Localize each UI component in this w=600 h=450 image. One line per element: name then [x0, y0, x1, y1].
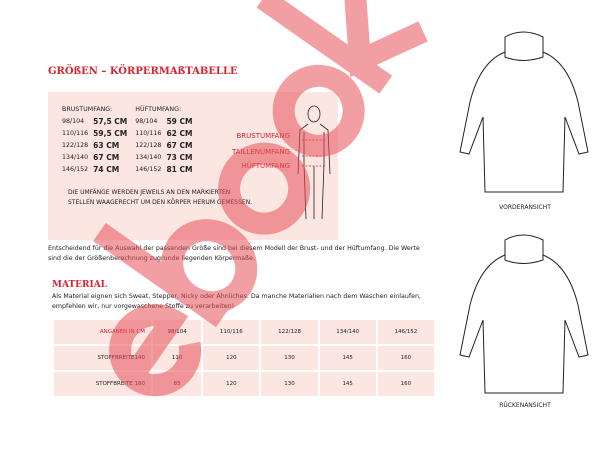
measure-cell: 59 CM — [166, 117, 193, 126]
size-header: 110/116 — [203, 320, 259, 344]
measure-row — [62, 164, 200, 176]
huefte-header: HÜFTUMFANG: — [135, 106, 182, 113]
value-cell: 130 — [261, 372, 317, 396]
value-cell: 130 — [261, 346, 317, 370]
measure-cell: 122/128 — [62, 142, 89, 149]
measure-cell: 146/152 — [135, 166, 162, 173]
measure-cell: 110/116 — [135, 130, 162, 137]
measure-cell: 73 CM — [166, 153, 193, 162]
measure-cell: 98/104 — [135, 118, 158, 125]
value-cell: 120 — [203, 372, 259, 396]
measure-note: DIE UMFÄNGE WERDEN JEWEILS AN DEN MARKIERTEN STELLEN WAAGERECHT UM DEN KÖRPER HERUM GEMESSEN. — [68, 189, 253, 206]
size-paragraph: Entscheidend für die Auswahl der passenden Größe sind bei diesem Modell der Brust- und der Hüftumfang. Die Werte sind die der Größenberechnung zugrunde liegenden Körpermaße. — [48, 245, 420, 262]
size-header: 146/152 — [378, 320, 434, 344]
header-label: ANGABEN IN CM — [54, 320, 151, 344]
measure-cell: 81 CM — [166, 165, 193, 174]
measure-row — [62, 128, 200, 140]
measure-cell: 98/104 — [62, 118, 85, 125]
body-measurements-panel — [48, 92, 338, 240]
measure-row — [62, 152, 200, 164]
watermark-letter-k — [263, 0, 423, 85]
measure-cell: 146/152 — [62, 166, 89, 173]
material-table — [52, 318, 436, 398]
front-view-drawing — [455, 22, 595, 202]
measure-cell: 59,5 CM — [93, 129, 128, 138]
measure-cell: 67 CM — [166, 141, 193, 150]
front-view-caption: VORDERANSICHT — [499, 204, 551, 211]
size-header: 98/104 — [153, 320, 201, 344]
measure-cell: 57,5 CM — [93, 117, 128, 126]
value-cell: 85 — [153, 372, 201, 396]
measure-cell: 110/116 — [62, 130, 89, 137]
row-label: STOFFBREITE140 — [54, 346, 151, 370]
measure-row — [62, 116, 200, 128]
value-cell: 120 — [203, 346, 259, 370]
size-header: 134/140 — [320, 320, 376, 344]
value-cell: 145 — [320, 372, 376, 396]
label-taillenumfang: TAILLENUMFANG — [231, 148, 290, 156]
measure-cell: 74 CM — [93, 165, 120, 174]
brust-header: BRUSTUMFANG: — [62, 106, 113, 113]
row-label: STOFFBREITE 160 — [54, 372, 151, 396]
size-header: 122/128 — [261, 320, 317, 344]
back-view-caption: RÜCKENANSICHT — [499, 402, 551, 409]
back-view-drawing — [455, 225, 595, 400]
value-cell: 160 — [378, 346, 434, 370]
measure-row — [62, 140, 200, 152]
table-row — [54, 372, 434, 396]
body-figure-icon — [294, 104, 334, 224]
measure-cell: 122/128 — [135, 142, 162, 149]
measure-cell: 67 CM — [93, 153, 120, 162]
measure-cell: 134/140 — [62, 154, 89, 161]
table-row — [54, 346, 434, 370]
label-brustumfang: BRUSTUMFANG — [236, 132, 290, 140]
material-title: MATERIAL — [52, 280, 108, 290]
measure-cell: 63 CM — [93, 141, 120, 150]
measure-cell: 62 CM — [166, 129, 193, 138]
page-title: GRÖßEN – KÖRPERMAßTABELLE — [48, 66, 238, 77]
value-cell: 110 — [153, 346, 201, 370]
value-cell: 145 — [320, 346, 376, 370]
label-hueftumfang: HÜFTUMFANG — [241, 162, 290, 170]
material-text: Als Material eignen sich Sweat, Stepper, Nicky oder Ähnliches. Da manche Materialien nach dem Waschen einlaufen, empfehlen wir, nur vorgewaschene Stoffe zu verarbeiten! — [52, 293, 421, 310]
measure-cell: 134/140 — [135, 154, 162, 161]
value-cell: 160 — [378, 372, 434, 396]
measurements-table — [62, 104, 200, 176]
